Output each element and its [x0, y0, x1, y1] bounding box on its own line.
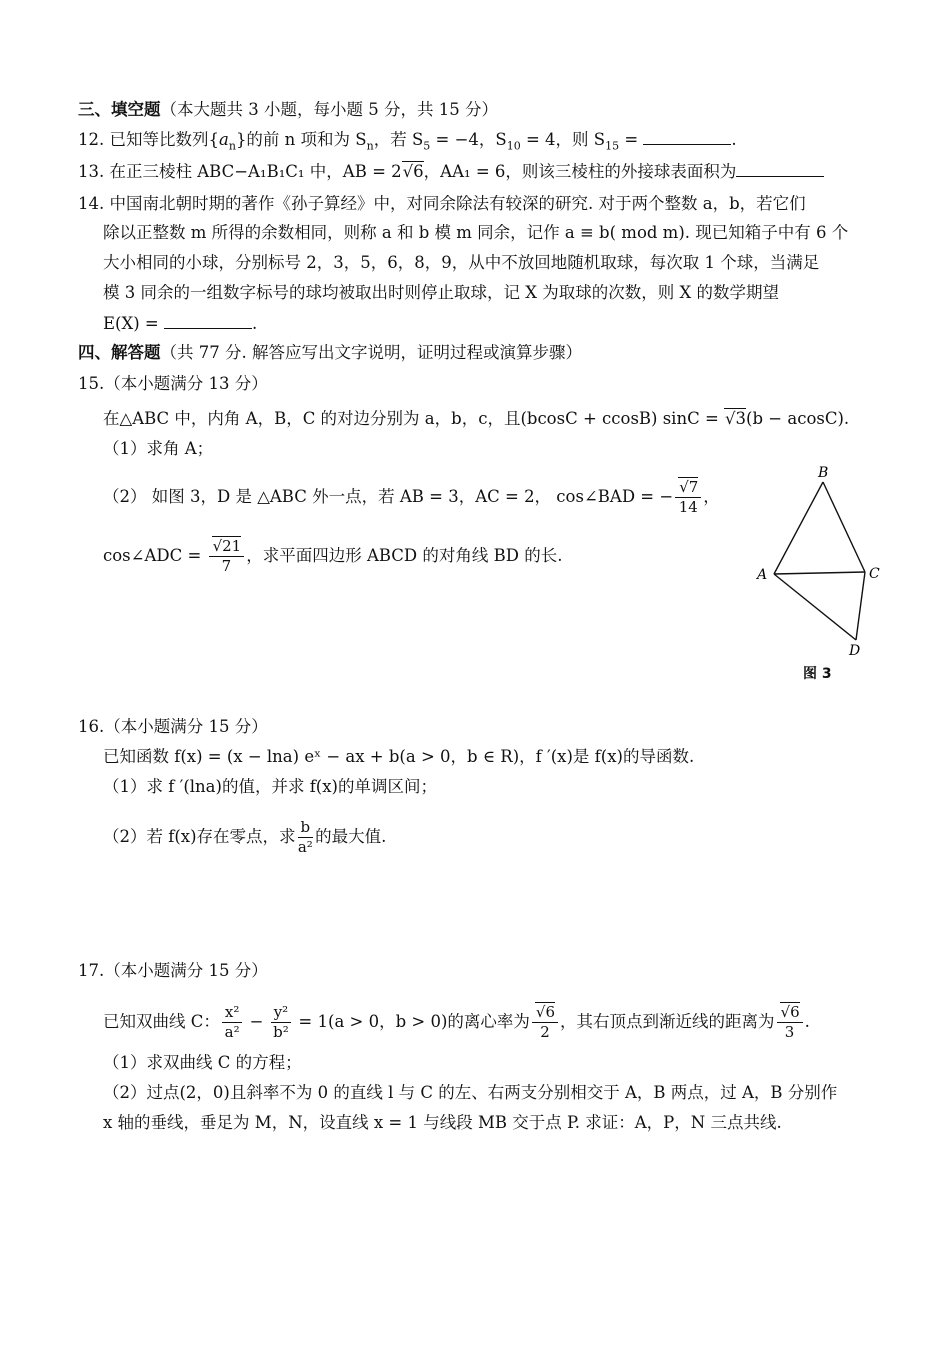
edge-bc	[823, 482, 865, 572]
answer-blank[interactable]	[643, 128, 731, 145]
fraction: $\frac{√6}{2}$	[532, 1003, 558, 1042]
question-number: 15.	[78, 374, 105, 393]
question-15-part-2: （2） 如图 3，D 是 △ABC 外一点，若 AB = 3，AC = 2， cos∠BAD = − $\frac{√7}{14}$ ，	[103, 478, 720, 516]
question-15-part-1: （1）求角 A；	[103, 439, 214, 458]
section-note: （本大题共 3 小题，每小题 5 分，共 15 分）	[160, 100, 498, 119]
answer-blank[interactable]	[736, 160, 824, 177]
figure-caption: 图 3	[803, 666, 832, 682]
label-a: A	[757, 567, 768, 583]
question-14-line-3: 大小相同的小球，分别标号 2，3，5，6，8，9，从中不放回地随机取球，每次取 1 个球，当满足	[103, 253, 820, 272]
question-17-header	[78, 960, 268, 982]
question-13	[78, 160, 824, 183]
question-number: 13.	[78, 162, 105, 181]
fraction: $\frac{b}{\text{a²}}$	[297, 818, 313, 856]
edge-ad	[774, 574, 856, 640]
question-17-part-2: （2）过点(2，0)且斜率不为 0 的直线 l 与 C 的左、右两支分别相交于 A，B 两点，过 A，B 分别作	[103, 1083, 838, 1102]
question-14-line-4: 模 3 同余的一组数字标号的球均被取出时则停止取球，记 X 为取球的次数，则 X 的数学期望	[103, 283, 779, 302]
label-b: B	[818, 465, 829, 481]
label-c: C	[869, 566, 880, 582]
question-16-part-2: （2）若 f(x)存在零点，求 $\frac{b}{\text{a²}}$ 的最大值.	[103, 818, 387, 856]
question-17-stem: 已知双曲线 C： $\frac{\text{x²}}{\text{a²}}$ − $\frac{\text{y²}}{\text{b²}}$ = 1(a > 0，b > 0)的离心率为 $\frac{√6}{2}$ ，其右顶点到渐近线的距离为 $\frac{√6}{3}$ .	[103, 1003, 810, 1041]
question-15-part-2-cont: cos∠ADC = $\frac{√21}{7}$ ，求平面四边形 ABCD 的对角线 BD 的长.	[103, 537, 563, 575]
fraction: $\frac{\text{y²}}{\text{b²}}$	[271, 1003, 292, 1042]
fraction: $\frac{\text{x²}}{\text{a²}}$	[222, 1003, 242, 1042]
answer-blank[interactable]	[164, 312, 252, 329]
question-text: 已知等比数列$\{a_n\}$的前 n 项和为 $S_n$，若 $S_5 = -4$，$S_{10} = 4$，则 $S_{15}$ =	[109, 130, 644, 153]
question-score: （本小题满分 15 分）	[104, 717, 268, 736]
question-14	[78, 193, 806, 215]
edge-ac	[774, 572, 865, 574]
question-17-part-1: （1）求双曲线 C 的方程；	[103, 1053, 302, 1072]
question-score: （本小题满分 13 分）	[104, 374, 268, 393]
label-d: D	[849, 643, 861, 659]
question-15-header	[78, 373, 268, 395]
edge-cd	[856, 572, 865, 640]
fraction: $\frac{√7}{14}$	[675, 478, 701, 517]
fraction: $\frac{√21}{7}$	[209, 537, 245, 576]
section-3-heading	[78, 99, 498, 121]
question-15-stem: 在△ABC 中，内角 A，B，C 的对边分别为 a，b，c，且(bcosC + ccosB) sinC = √3(b − acosC).	[103, 409, 850, 428]
question-text-line-1: 中国南北朝时期的著作《孙子算经》中，对同余除法有较深的研究. 对于两个整数 a，b，若它们	[109, 194, 806, 213]
question-number: 16.	[78, 717, 105, 736]
question-16-part-1: （1）求 f ′(lna)的值，并求 f(x)的单调区间；	[103, 777, 437, 796]
question-text: 在正三棱柱 ABC−A₁B₁C₁ 中，AB = 2√6，AA₁ = 6，则该三棱柱的外接球表面积为	[109, 162, 737, 181]
question-12: 12. 已知等比数列$\{a_n\}$的前 n 项和为 $S_n$，若 $S_5 = -4$，$S_{10} = 4$，则 $S_{15}$ = .	[78, 130, 737, 153]
edge-ab	[774, 482, 823, 574]
section-4-heading	[78, 342, 582, 364]
question-score: （本小题满分 15 分）	[104, 961, 268, 980]
section-note: （共 77 分. 解答应写出文字说明，证明过程或演算步骤）	[160, 343, 582, 362]
figure-3-quadrilateral	[750, 462, 900, 662]
question-number: 14.	[78, 194, 105, 213]
section-title: 三、填空题	[78, 100, 161, 119]
section-title: 四、解答题	[78, 343, 161, 362]
fraction: $\frac{√6}{3}$	[777, 1003, 803, 1042]
question-16-header	[78, 716, 268, 738]
question-17-part-2-cont: x 轴的垂线，垂足为 M，N，设直线 x = 1 与线段 MB 交于点 P. 求证：A，P，N 三点共线.	[103, 1113, 782, 1132]
question-number: 12.	[78, 130, 105, 149]
question-16-stem: 已知函数 f(x) = (x − lna) eˣ − ax + b(a > 0，b ∈ R)，f ′(x)是 f(x)的导函数.	[103, 747, 695, 766]
question-number: 17.	[78, 961, 105, 980]
question-14-line-2: 除以正整数 m 所得的余数相同，则称 a 和 b 模 m 同余，记作 a ≡ b( mod m). 现已知箱子中有 6 个	[103, 223, 849, 242]
question-14-line-5: E(X) = .	[103, 314, 258, 333]
